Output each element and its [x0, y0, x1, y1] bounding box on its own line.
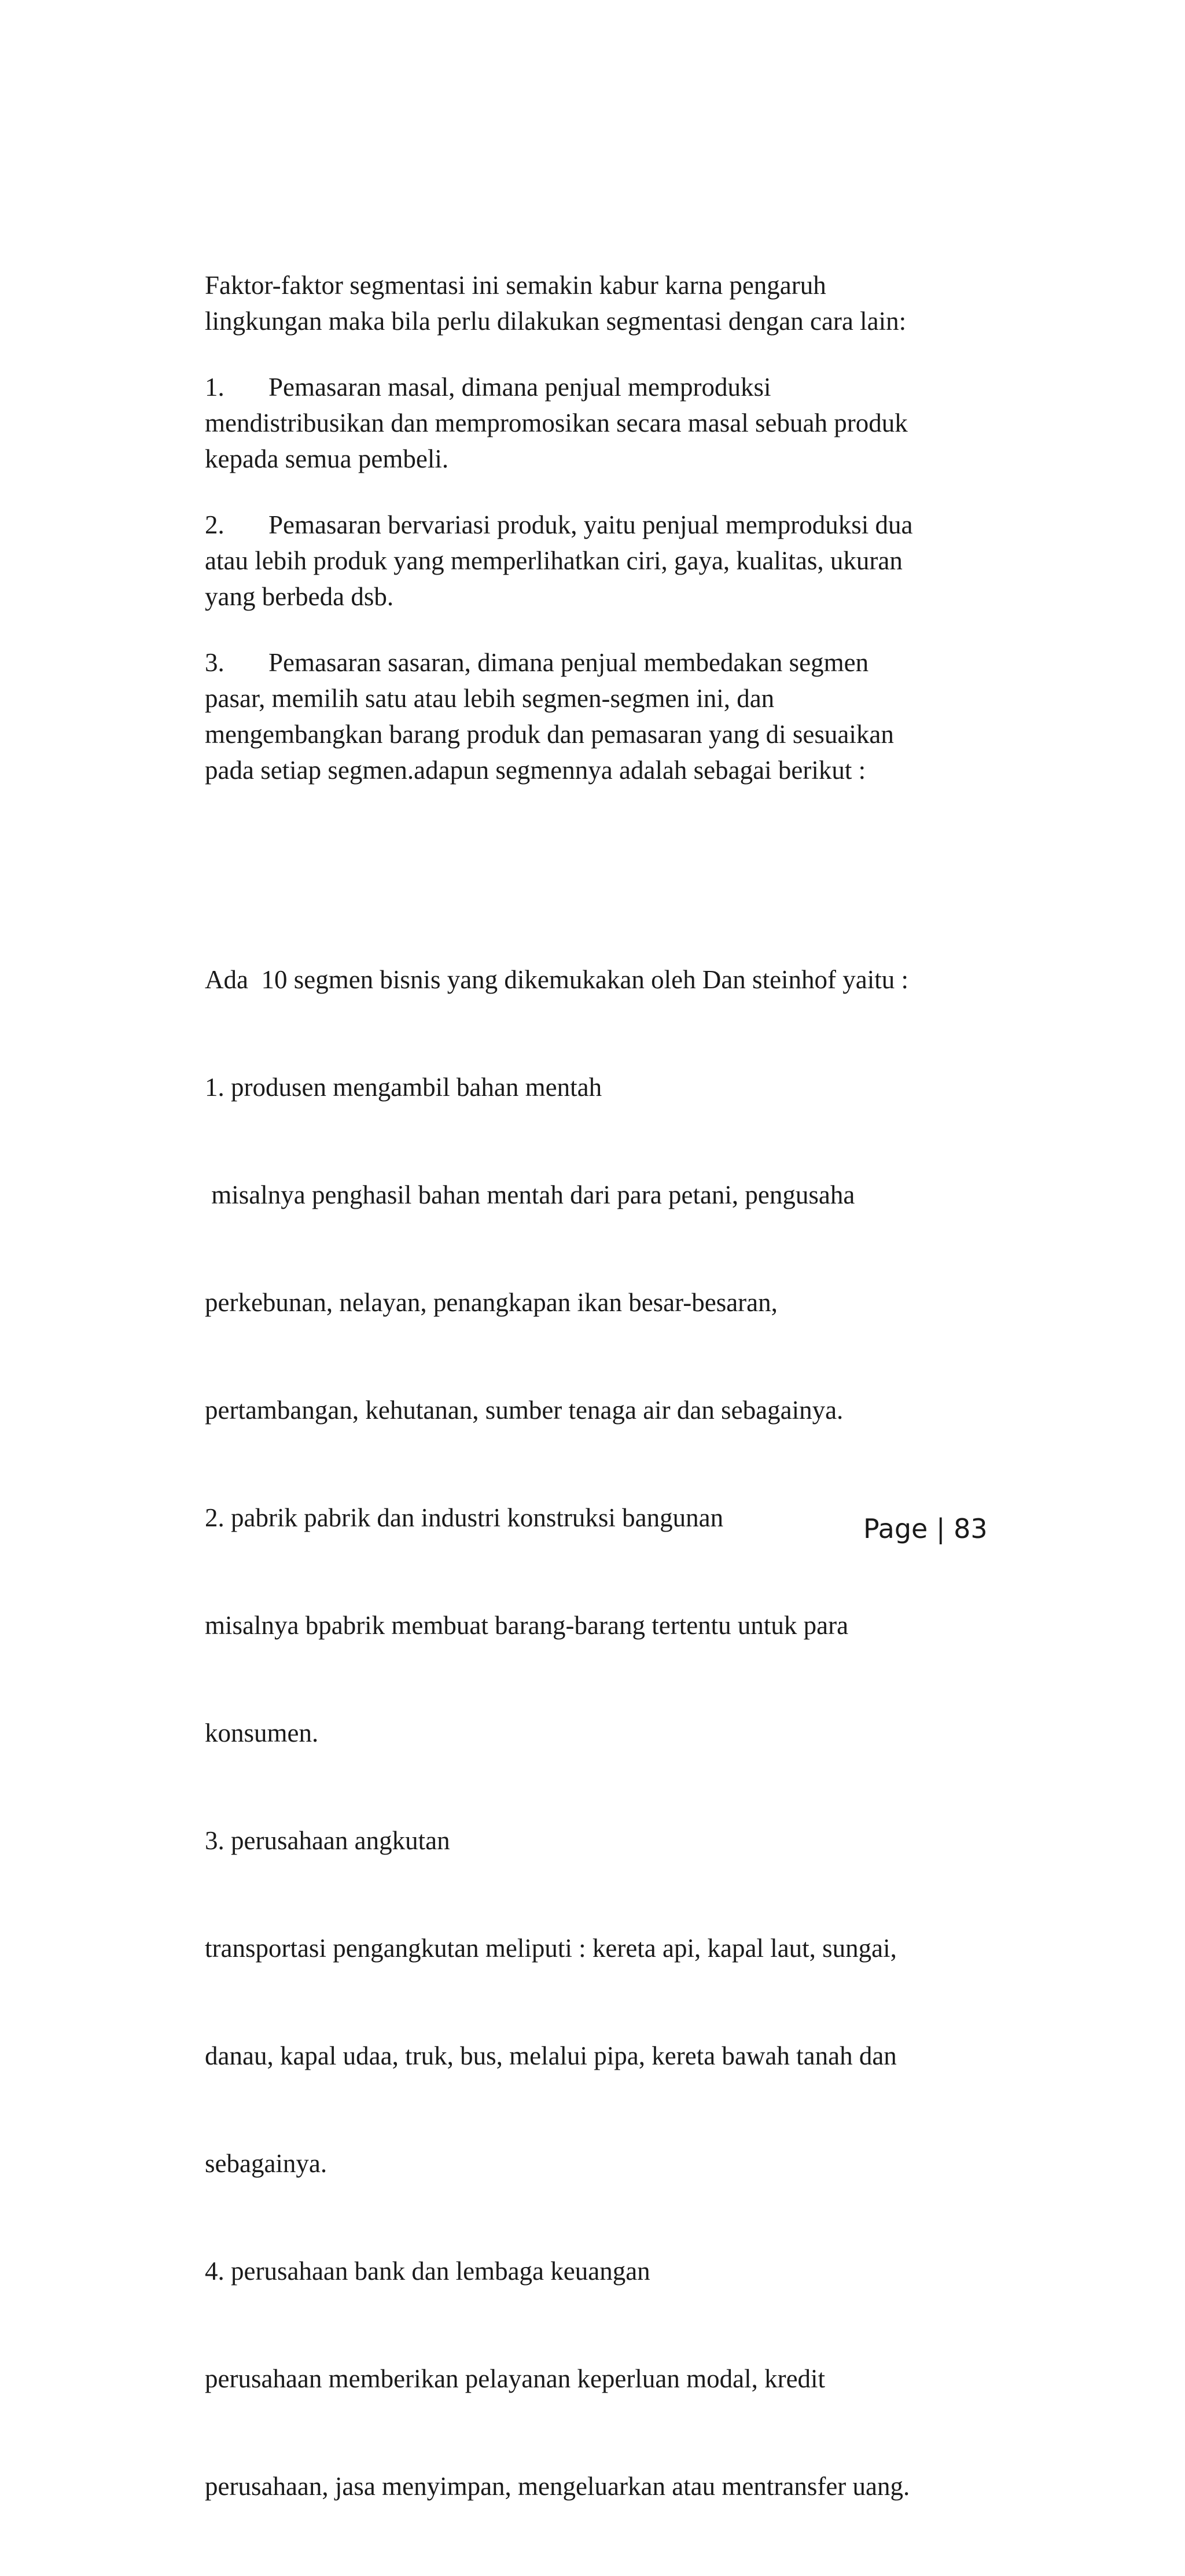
- numbered-item-3: [205, 645, 1015, 788]
- text-line: 3. perusahaan angkutan: [205, 1826, 450, 1855]
- text-line: mendistribusikan dan mempromosikan secara masal sebuah produk: [205, 409, 908, 437]
- segments-paragraph: [205, 890, 1015, 2576]
- text-line: danau, kapal udaa, truk, bus, melalui pipa, kereta bawah tanah dan: [205, 2041, 897, 2070]
- numbered-item-1: [205, 369, 1015, 477]
- text-line: perusahaan memberikan pelayanan keperluan modal, kredit: [205, 2364, 826, 2393]
- intro-paragraph: [205, 267, 1015, 339]
- text-line: Faktor-faktor segmentasi ini semakin kabur karna pengaruh: [205, 271, 826, 300]
- text-line: atau lebih produk yang memperlihatkan ciri, gaya, kualitas, ukuran: [205, 546, 903, 575]
- text-line: misalnya bpabrik membuat barang-barang tertentu untuk para: [205, 1611, 849, 1640]
- item-number: 1.: [205, 373, 225, 402]
- text-line: sebagainya.: [205, 2149, 327, 2178]
- text-line: Ada 10 segmen bisnis yang dikemukakan oleh Dan steinhof yaitu :: [205, 965, 909, 994]
- text-line: perkebunan, nelayan, penangkapan ikan besar-besaran,: [205, 1288, 778, 1317]
- text-line: misalnya penghasil bahan mentah dari para petani, pengusaha: [205, 1180, 855, 1209]
- page-body: [205, 267, 1015, 2576]
- item-number: 2.: [205, 510, 225, 539]
- text-line: Pemasaran masal, dimana penjual memproduksi: [268, 373, 771, 402]
- text-line: perusahaan, jasa menyimpan, mengeluarkan atau mentransfer uang.: [205, 2472, 910, 2501]
- text-line: Pemasaran bervariasi produk, yaitu penjual memproduksi dua: [268, 510, 913, 539]
- text-line: lingkungan maka bila perlu dilakukan segmentasi dengan cara lain:: [205, 307, 907, 336]
- text-line: 2. pabrik pabrik dan industri konstruksi bangunan: [205, 1503, 724, 1532]
- page-number: Page | 83: [863, 1513, 988, 1544]
- text-line: yang berbeda dsb.: [205, 582, 394, 611]
- text-line: 1. produsen mengambil bahan mentah: [205, 1073, 602, 1102]
- item-number: 3.: [205, 648, 225, 677]
- text-line: transportasi pengangkutan meliputi : kereta api, kapal laut, sungai,: [205, 1934, 897, 1963]
- text-line: pertambangan, kehutanan, sumber tenaga air dan sebagainya.: [205, 1396, 844, 1425]
- numbered-item-2: [205, 507, 1015, 614]
- text-line: pasar, memilih satu atau lebih segmen-segmen ini, dan: [205, 684, 775, 713]
- text-line: Pemasaran sasaran, dimana penjual membedakan segmen: [268, 648, 869, 677]
- text-line: 4. perusahaan bank dan lembaga keuangan: [205, 2257, 650, 2286]
- text-line: kepada semua pembeli.: [205, 444, 449, 473]
- text-line: konsumen.: [205, 1718, 319, 1747]
- text-line: mengembangkan barang produk dan pemasaran yang di sesuaikan: [205, 720, 894, 749]
- text-line: pada setiap segmen.adapun segmennya adalah sebagai berikut :: [205, 756, 866, 785]
